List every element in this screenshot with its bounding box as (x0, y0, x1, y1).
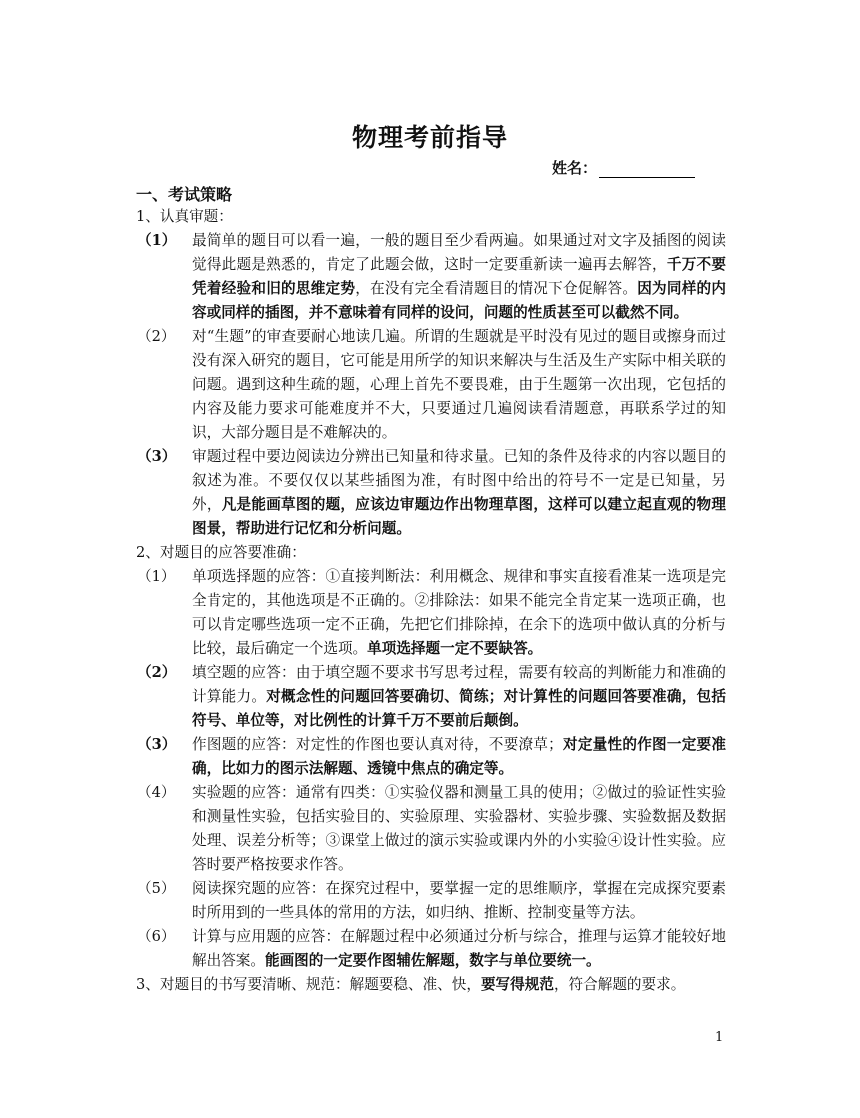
item-text (192, 781, 726, 877)
text-run: 阅读探究题的应答：在探究过程中，要掌握一定的思维顺序，掌握在完成探究要素时所用到的一些具体的常用的方法，如归纳、推断、控制变量等方法。 (192, 880, 726, 921)
item-text (192, 925, 726, 973)
item-number: （2） (137, 328, 176, 345)
item-text (192, 877, 726, 925)
name-field (552, 157, 695, 178)
list-item (136, 925, 726, 973)
bold-text-run: 凡是能画草图的题，应该边审题边作出物理草图，这样可以建立起直观的物理图景，帮助进行记忆和分析问题。 (192, 496, 726, 537)
item-text (192, 325, 726, 445)
text-run: ，在没有完全看清题目的情况下仓促解答。 (355, 280, 638, 297)
text-run: 最简单的题目可以看一遍，一般的题目至少看两遍。如果通过对文字及插图的阅读觉得此题是熟悉的，肯定了此题会做，这时一定要重新读一遍再去解答， (192, 232, 726, 273)
bold-text-run: 能画图的一定要作图辅佐解题，数字与单位要统一。 (264, 952, 601, 969)
text-run: ，符合解题的要求。 (553, 976, 686, 993)
item-number: （3） (137, 448, 177, 465)
item-text (192, 565, 726, 661)
list-item (136, 733, 726, 781)
bold-text-run: 要写得规范 (480, 976, 554, 993)
bold-text-run: 对定量性的作图一定要准确，比如力的图示法解题、透镜中焦点的确定等。 (192, 736, 726, 777)
item-number: （3） (137, 736, 177, 753)
list-item (136, 781, 726, 877)
list-item (136, 229, 726, 325)
list-item (136, 661, 726, 733)
subsection-heading-1: 1、认真审题： (136, 208, 233, 225)
text-run: 实验题的应答：通常有四类：①实验仪器和测量工具的使用；②做过的验证性实验和测量性实验，包括实验目的、实验原理、实验器材、实验步骤、实验数据及数据处理、误差分析等；③课堂上做过的演示实验或课内外的小实验④设计性实验。应答时要严格按要求作答。 (192, 784, 726, 873)
subsection-heading-2: 2、对题目的应答要准确： (136, 544, 306, 561)
section-heading: 一、考试策略 (136, 185, 233, 204)
item-number: （2） (137, 664, 177, 681)
item-number: （1） (137, 232, 177, 249)
item-number: （5） (137, 880, 176, 897)
item-number: （4） (137, 784, 176, 801)
list-item (136, 325, 726, 445)
bold-text-run: 对概念性的问题回答要确切、简练；对计算性的问题回答要准确，包括符号、单位等，对比例性的计算千万不要前后颠倒。 (192, 688, 726, 729)
text-run: 单项选择题的应答：①直接判断法：利用概念、规律和事实直接看准某一选项是完全肯定的，其他选项是不正确的。②排除法：如果不能完全肯定某一选项正确，也可以肯定哪些选项一定不正确，先把它们排除掉，在余下的选项中做认真的分析与比较，最后确定一个选项。 (192, 568, 726, 657)
list-item (136, 565, 726, 661)
text-run: 作图题的应答：对定性的作图也要认真对待，不要潦草； (192, 736, 563, 753)
bold-text-run: 单项选择题一定不要缺答。 (367, 640, 543, 657)
text-run: 填空题的应答：由于填空题不要求书写思考过程，需要有较高的判断能力和准确的计算能力。 (192, 664, 726, 705)
item-number: （1） (137, 568, 176, 585)
text-run: 3、对题目的书写要清晰、规范：解题要稳、准、快， (136, 976, 481, 993)
document-body (136, 205, 726, 997)
item-text (192, 733, 726, 781)
item-text (192, 661, 726, 733)
bold-text-run: 因为同样的内容或同样的插图，并不意味着有同样的设问，问题的性质甚至可以截然不同。 (192, 280, 726, 321)
name-blank-line[interactable] (599, 161, 695, 178)
text-run: 审题过程中要边阅读边分辨出已知量和待求量。已知的条件及待求的内容以题目的叙述为准。不要仅仅以某些插图为准，有时图中给出的符号不一定是已知量，另外， (192, 448, 726, 513)
item-number: （6） (137, 928, 176, 945)
text-run: 对“生题”的审查要耐心地读几遍。所谓的生题就是平时没有见过的题目或擦身而过没有深入研究的题目，它可能是用所学的知识来解决与生活及生产实际中相关联的问题。遇到这种生疏的题，心理上首先不要畏难，由于生题第一次出现，它包括的内容及能力要求可能难度并不大，只要通过几遍阅读看清题意，再联系学过的知识，大部分题目是不难解决的。 (192, 328, 726, 441)
name-label: 姓名： (552, 159, 598, 177)
subsection-heading-3 (136, 973, 726, 997)
list-item (136, 445, 726, 541)
item-text (192, 445, 726, 541)
list-item (136, 877, 726, 925)
bold-text-run: 千万不要凭着经验和旧的思维定势 (192, 256, 726, 297)
page-title: 物理考前指导 (351, 123, 508, 152)
item-text (192, 229, 726, 325)
page-number: 1 (715, 1030, 724, 1045)
text-run: 计算与应用题的应答：在解题过程中必须通过分析与综合，推理与运算才能较好地解出答案。 (192, 928, 726, 969)
